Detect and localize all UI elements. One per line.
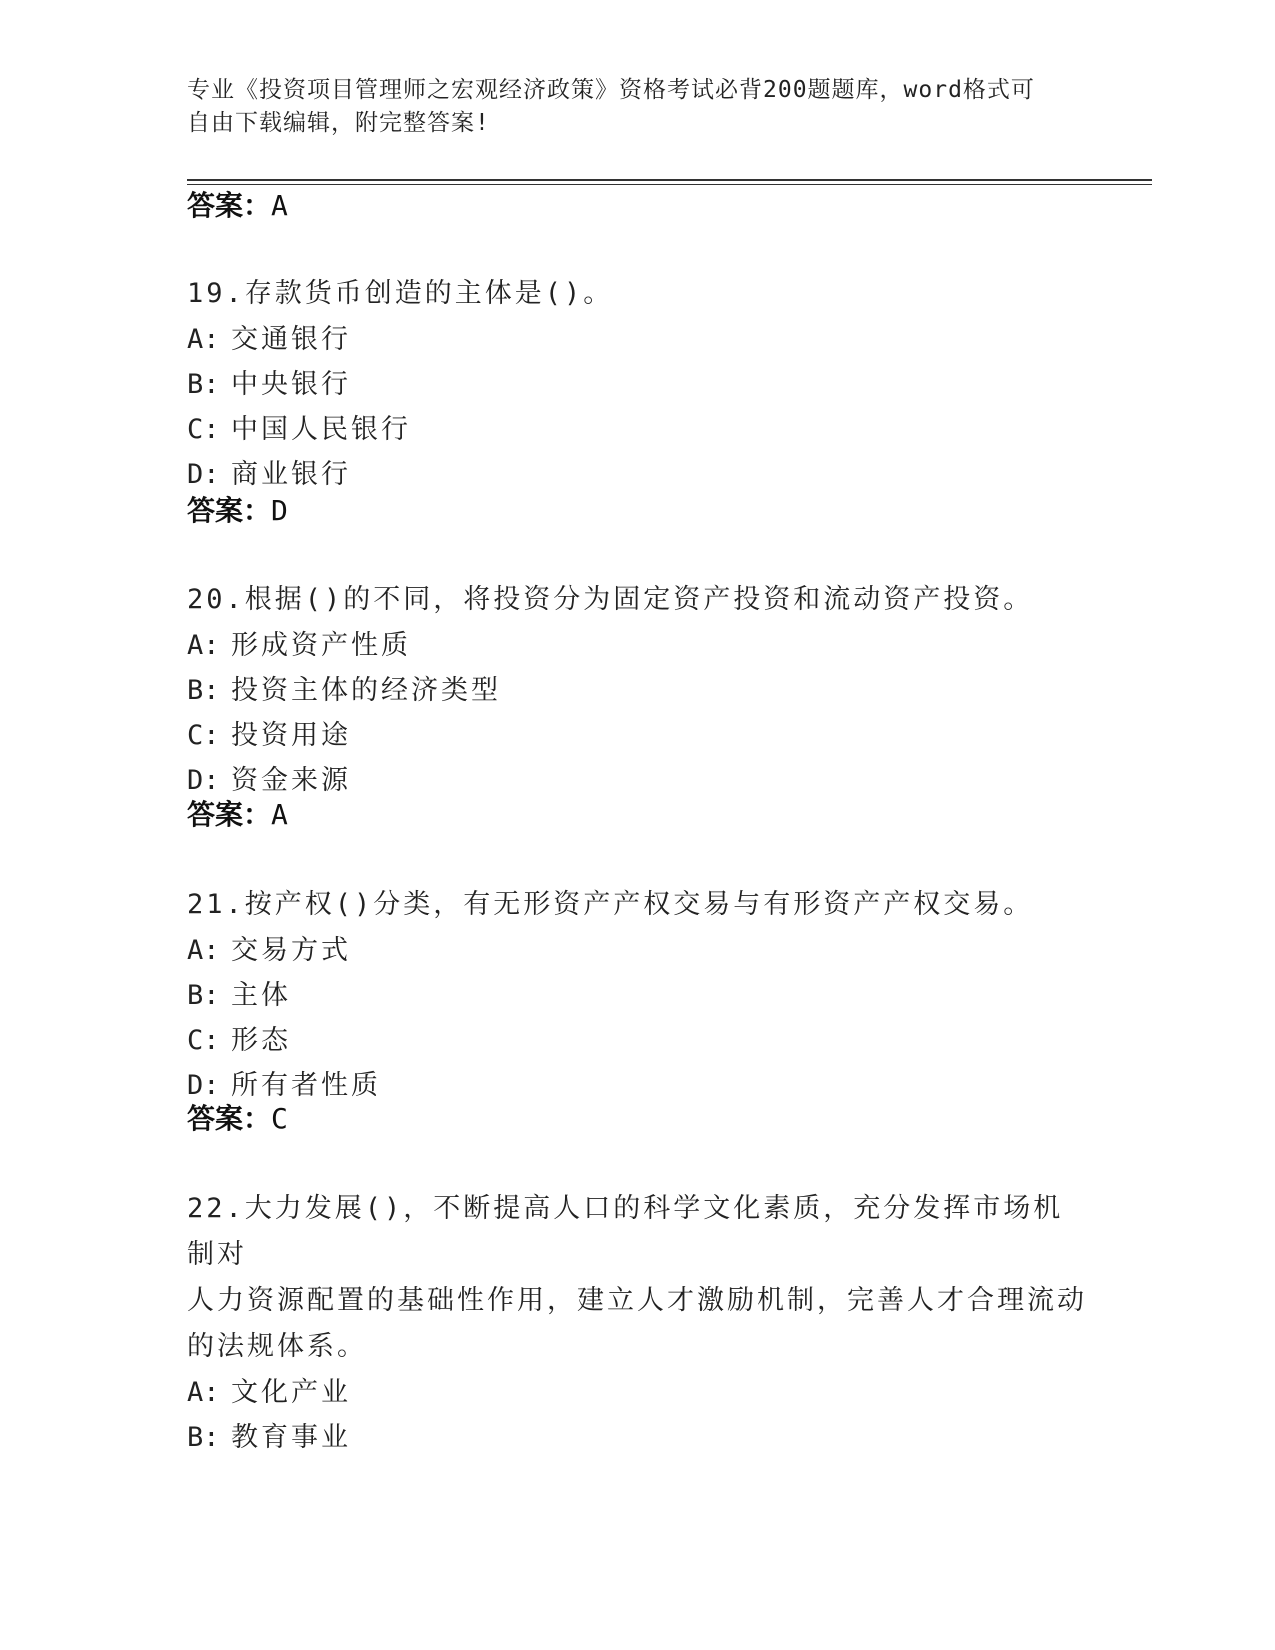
answer-20 (187, 797, 288, 833)
question-stem-line: 人力资源配置的基础性作用，建立人才激励机制，完善人才合理流动 (187, 1285, 1087, 1316)
option-letter: C: (187, 720, 220, 751)
option-letter: A: (187, 935, 220, 966)
option-letter: B: (187, 980, 220, 1011)
question-19 (187, 271, 1087, 497)
option-text: 交通银行 (231, 324, 351, 355)
option-text: 交易方式 (231, 935, 351, 966)
header-line-1: 专业《投资项目管理师之宏观经济政策》资格考试必背200题题库，word格式可 (187, 77, 1035, 103)
header-line-2: 自由下载编辑，附完整答案! (187, 110, 490, 136)
option-b (187, 362, 1087, 407)
option-d (187, 758, 1087, 803)
question-stem-line: 的法规体系。 (187, 1331, 367, 1362)
header-divider-thin (187, 184, 1152, 185)
option-a (187, 928, 1087, 973)
option-text: 投资主体的经济类型 (231, 675, 501, 706)
option-c (187, 1018, 1087, 1063)
option-a (187, 623, 1087, 668)
answer-value: D (271, 494, 288, 527)
option-letter: A: (187, 630, 220, 661)
option-text: 形态 (231, 1025, 291, 1056)
answer-21 (187, 1101, 288, 1137)
option-text: 教育事业 (231, 1422, 351, 1453)
answer-19 (187, 493, 288, 529)
option-letter: C: (187, 1025, 220, 1056)
question-stem: 19.存款货币创造的主体是()。 (187, 278, 614, 309)
option-letter: B: (187, 369, 220, 400)
option-c (187, 407, 1087, 452)
option-text: 资金来源 (231, 765, 351, 796)
answer-label: 答案： (187, 189, 272, 222)
option-b (187, 973, 1087, 1018)
option-d (187, 452, 1087, 497)
answer-value: C (271, 1102, 288, 1135)
option-text: 投资用途 (231, 720, 351, 751)
option-a (187, 1370, 1087, 1415)
question-stem: 20.根据()的不同，将投资分为固定资产投资和流动资产投资。 (187, 584, 1034, 615)
option-c (187, 713, 1087, 758)
question-stem: 21.按产权()分类，有无形资产产权交易与有形资产产权交易。 (187, 889, 1034, 920)
option-text: 形成资产性质 (231, 630, 411, 661)
question-21 (187, 882, 1087, 1108)
option-b (187, 668, 1087, 713)
answer-value: A (271, 189, 288, 222)
answer-label: 答案： (187, 1102, 272, 1135)
option-letter: A: (187, 324, 220, 355)
option-letter: A: (187, 1377, 220, 1408)
option-letter: C: (187, 414, 220, 445)
answer-label: 答案： (187, 494, 272, 527)
answer-value: A (271, 798, 288, 831)
option-text: 主体 (231, 980, 291, 1011)
option-text: 文化产业 (231, 1377, 351, 1408)
option-d (187, 1063, 1087, 1108)
document-header (187, 74, 1087, 140)
option-letter: B: (187, 675, 220, 706)
option-text: 所有者性质 (231, 1070, 381, 1101)
option-text: 中央银行 (231, 369, 351, 400)
option-text: 中国人民银行 (231, 414, 411, 445)
option-letter: D: (187, 459, 220, 490)
option-b (187, 1415, 1087, 1460)
question-stem-line: 22.大力发展()，不断提高人口的科学文化素质，充分发挥市场机制对 (187, 1193, 1064, 1270)
option-letter: D: (187, 765, 220, 796)
answer-label: 答案： (187, 798, 272, 831)
question-20 (187, 577, 1087, 803)
previous-answer (187, 188, 288, 224)
option-a (187, 317, 1087, 362)
option-letter: D: (187, 1070, 220, 1101)
option-text: 商业银行 (231, 459, 351, 490)
header-divider-thick (187, 179, 1152, 181)
question-22 (187, 1186, 1087, 1460)
option-letter: B: (187, 1422, 220, 1453)
